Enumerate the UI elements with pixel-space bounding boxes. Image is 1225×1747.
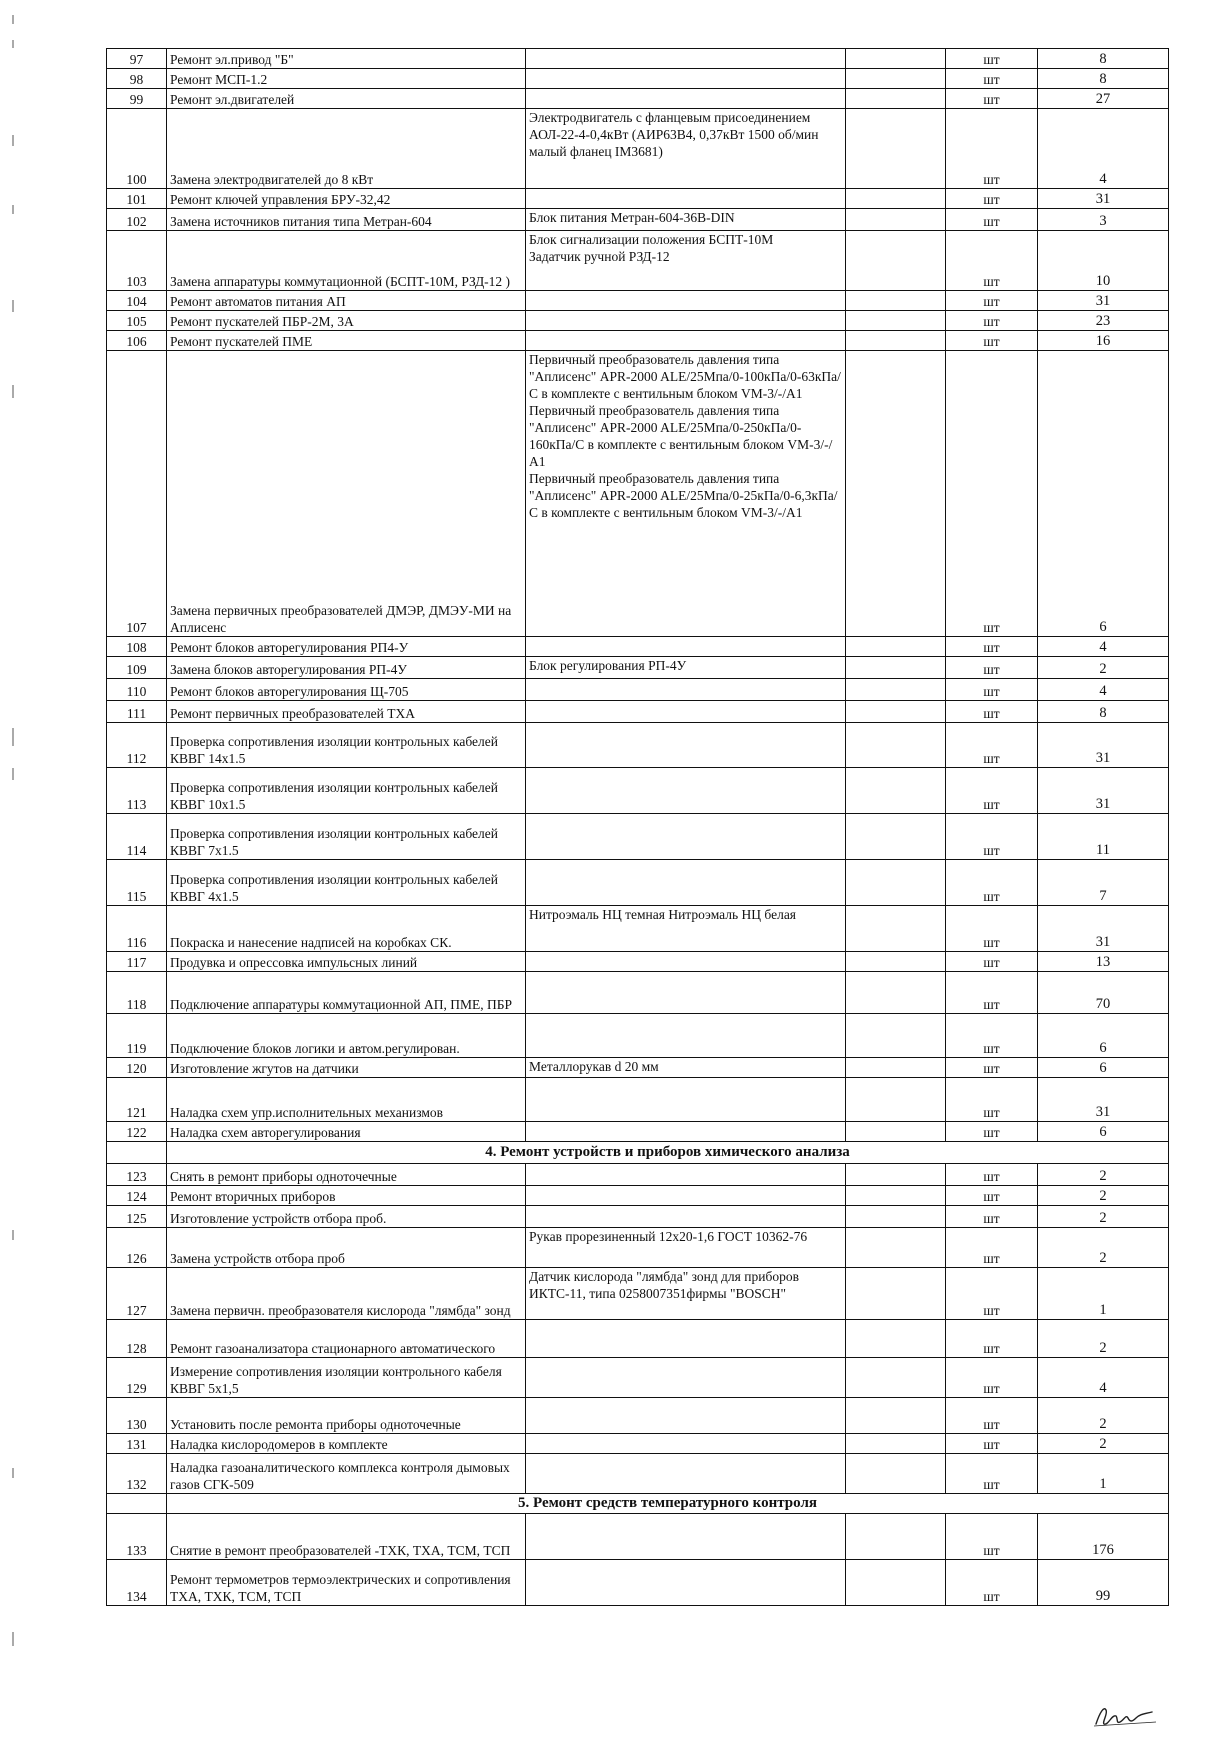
empty-cell (846, 1268, 946, 1320)
material-cell (526, 860, 846, 906)
item-number: 121 (107, 1078, 167, 1122)
quantity-cell: 4 (1038, 109, 1169, 189)
unit-cell: шт (946, 1560, 1038, 1606)
signature (1090, 1700, 1160, 1730)
item-number: 110 (107, 679, 167, 701)
table-row (107, 1228, 1169, 1268)
quantity-cell: 99 (1038, 1560, 1169, 1606)
unit-cell: шт (946, 1434, 1038, 1454)
item-number: 132 (107, 1454, 167, 1494)
item-number: 114 (107, 814, 167, 860)
item-number: 133 (107, 1514, 167, 1560)
work-description: Ремонт ключей управления БРУ-32,42 (167, 189, 526, 209)
material-cell (526, 1164, 846, 1186)
works-table-body (107, 49, 1169, 1606)
quantity-cell: 4 (1038, 637, 1169, 657)
table-row (107, 1434, 1169, 1454)
item-number: 126 (107, 1228, 167, 1268)
empty-cell (846, 291, 946, 311)
unit-cell: шт (946, 209, 1038, 231)
table-row (107, 637, 1169, 657)
work-description: Установить после ремонта приборы одноточечные (167, 1398, 526, 1434)
unit-cell: шт (946, 637, 1038, 657)
table-row (107, 1514, 1169, 1560)
section-row (107, 1142, 1169, 1164)
quantity-cell: 31 (1038, 189, 1169, 209)
work-description: Подключение блоков логики и автом.регулирован. (167, 1014, 526, 1058)
quantity-cell: 2 (1038, 1186, 1169, 1206)
empty-cell (846, 657, 946, 679)
work-description: Ремонт термометров термоэлектрических и сопротивления ТХА, ТХК, ТСМ, ТСП (167, 1560, 526, 1606)
unit-cell: шт (946, 311, 1038, 331)
work-description: Ремонт газоанализатора стационарного автоматического (167, 1320, 526, 1358)
table-row (107, 109, 1169, 189)
work-description: Замена аппаратуры коммутационной (БСПТ-10М, РЗД-12 ) (167, 231, 526, 291)
material-cell (526, 311, 846, 331)
unit-cell: шт (946, 291, 1038, 311)
item-number: 123 (107, 1164, 167, 1186)
work-description: Ремонт пускателей ПБР-2М, 3А (167, 311, 526, 331)
material-cell (526, 972, 846, 1014)
material-cell (526, 1560, 846, 1606)
empty-cell (846, 109, 946, 189)
empty-cell (846, 209, 946, 231)
quantity-cell: 2 (1038, 1206, 1169, 1228)
quantity-cell: 6 (1038, 1014, 1169, 1058)
material-cell: Электродвигатель с фланцевым присоединением АОЛ-22-4-0,4кВт (АИР63В4, 0,37кВт 1500 об/мин малый фланец IM3681) (526, 109, 846, 189)
item-number: 106 (107, 331, 167, 351)
table-row (107, 768, 1169, 814)
material-cell (526, 637, 846, 657)
quantity-cell: 11 (1038, 814, 1169, 860)
unit-cell: шт (946, 657, 1038, 679)
empty-cell (846, 679, 946, 701)
quantity-cell: 2 (1038, 1398, 1169, 1434)
table-row (107, 311, 1169, 331)
empty-cell (846, 1398, 946, 1434)
empty-cell (846, 1206, 946, 1228)
material-cell (526, 1514, 846, 1560)
quantity-cell: 16 (1038, 331, 1169, 351)
unit-cell: шт (946, 1078, 1038, 1122)
quantity-cell: 13 (1038, 952, 1169, 972)
unit-cell: шт (946, 1454, 1038, 1494)
empty-cell (846, 1560, 946, 1606)
material-cell (526, 291, 846, 311)
section-row (107, 1494, 1169, 1514)
item-number: 118 (107, 972, 167, 1014)
work-description: Снятие в ремонт преобразователей -ТХК, ТХА, ТСМ, ТСП (167, 1514, 526, 1560)
empty-cell (846, 189, 946, 209)
table-row (107, 69, 1169, 89)
unit-cell: шт (946, 1186, 1038, 1206)
empty-cell (846, 768, 946, 814)
work-description: Ремонт блоков авторегулирования Щ-705 (167, 679, 526, 701)
work-description: Ремонт пускателей ПМЕ (167, 331, 526, 351)
item-number: 112 (107, 723, 167, 768)
table-row (107, 679, 1169, 701)
work-description: Покраска и нанесение надписей на коробках СК. (167, 906, 526, 952)
unit-cell: шт (946, 768, 1038, 814)
material-cell (526, 1186, 846, 1206)
empty-cell (846, 1514, 946, 1560)
work-description: Снять в ремонт приборы одноточечные (167, 1164, 526, 1186)
work-description: Замена блоков авторегулирования РП-4У (167, 657, 526, 679)
table-row (107, 1122, 1169, 1142)
works-table-sheet (106, 48, 1168, 1606)
table-row (107, 189, 1169, 209)
unit-cell: шт (946, 1358, 1038, 1398)
work-description: Замена электродвигателей до 8 кВт (167, 109, 526, 189)
empty-cell (846, 906, 946, 952)
item-number: 113 (107, 768, 167, 814)
unit-cell: шт (946, 1206, 1038, 1228)
work-description: Ремонт блоков авторегулирования РП4-У (167, 637, 526, 657)
unit-cell: шт (946, 89, 1038, 109)
empty-cell (846, 351, 946, 637)
quantity-cell: 1 (1038, 1454, 1169, 1494)
quantity-cell: 2 (1038, 1320, 1169, 1358)
item-number: 101 (107, 189, 167, 209)
material-cell: Блок регулирования РП-4У (526, 657, 846, 679)
empty-cell (846, 1358, 946, 1398)
material-cell: Датчик кислорода "лямбда" зонд для приборов ИКТС-11, типа 0258007351фирмы "BOSCH" (526, 1268, 846, 1320)
item-number: 100 (107, 109, 167, 189)
item-number: 117 (107, 952, 167, 972)
work-description: Изготовление жгутов на датчики (167, 1058, 526, 1078)
table-row (107, 1268, 1169, 1320)
unit-cell: шт (946, 1122, 1038, 1142)
material-cell (526, 1122, 846, 1142)
work-description: Проверка сопротивления изоляции контрольных кабелей КВВГ 7х1.5 (167, 814, 526, 860)
quantity-cell: 2 (1038, 1434, 1169, 1454)
table-row (107, 952, 1169, 972)
material-cell (526, 1320, 846, 1358)
item-number: 108 (107, 637, 167, 657)
table-row (107, 291, 1169, 311)
table-row (107, 351, 1169, 637)
material-cell: Блок сигнализации положения БСПТ-10М Задатчик ручной РЗД-12 (526, 231, 846, 291)
table-row (107, 723, 1169, 768)
item-number: 115 (107, 860, 167, 906)
empty-cell (846, 1078, 946, 1122)
scan-edge-marks (10, 0, 18, 1742)
item-number: 129 (107, 1358, 167, 1398)
empty-cell (846, 1454, 946, 1494)
unit-cell: шт (946, 1164, 1038, 1186)
empty-cell (846, 231, 946, 291)
quantity-cell: 3 (1038, 209, 1169, 231)
quantity-cell: 7 (1038, 860, 1169, 906)
empty-cell (846, 814, 946, 860)
table-row (107, 1014, 1169, 1058)
table-row (107, 1058, 1169, 1078)
work-description: Ремонт вторичных приборов (167, 1186, 526, 1206)
item-number: 124 (107, 1186, 167, 1206)
unit-cell: шт (946, 1268, 1038, 1320)
quantity-cell: 2 (1038, 1164, 1169, 1186)
work-description: Наладка схем авторегулирования (167, 1122, 526, 1142)
work-description: Ремонт эл.двигателей (167, 89, 526, 109)
item-number: 120 (107, 1058, 167, 1078)
quantity-cell: 10 (1038, 231, 1169, 291)
empty-cell (846, 49, 946, 69)
quantity-cell: 6 (1038, 1122, 1169, 1142)
material-cell (526, 1014, 846, 1058)
material-cell: Первичный преобразователь давления типа "Аплисенс" APR-2000 ALE/25Мпа/0-100кПа/0-63кПа/С в комплекте с вентильным блоком VM-3/-/А1 Первичный преобразователь давления типа "Аплисенс" APR-2000 ALE/25Мпа/0-250кПа/0-160кПа/С в комплекте с вентильным блоком VM-3/-/А1 Первичный преобразователь давления типа "Аплисенс" APR-2000 ALE/25Мпа/0-25кПа/0-6,3кПа/С в комплекте с вентильным блоком VM-3/-/А1 (526, 351, 846, 637)
unit-cell: шт (946, 1398, 1038, 1434)
section-title: 4. Ремонт устройств и приборов химического анализа (167, 1142, 1169, 1164)
table-row (107, 814, 1169, 860)
work-description: Наладка схем упр.исполнительных механизмов (167, 1078, 526, 1122)
empty-cell (846, 69, 946, 89)
works-table (106, 48, 1169, 1606)
work-description: Наладка кислородомеров в комплекте (167, 1434, 526, 1454)
material-cell (526, 69, 846, 89)
empty-cell (846, 860, 946, 906)
empty-cell (846, 1164, 946, 1186)
unit-cell: шт (946, 972, 1038, 1014)
table-row (107, 49, 1169, 69)
quantity-cell: 31 (1038, 768, 1169, 814)
empty-cell (846, 1186, 946, 1206)
unit-cell: шт (946, 860, 1038, 906)
empty-cell (846, 1320, 946, 1358)
unit-cell: шт (946, 723, 1038, 768)
item-number: 102 (107, 209, 167, 231)
table-row (107, 1164, 1169, 1186)
material-cell (526, 1078, 846, 1122)
work-description: Ремонт МСП-1.2 (167, 69, 526, 89)
quantity-cell: 31 (1038, 723, 1169, 768)
material-cell (526, 768, 846, 814)
work-description: Замена источников питания типа Метран-604 (167, 209, 526, 231)
unit-cell: шт (946, 814, 1038, 860)
material-cell: Рукав прорезиненный 12х20-1,6 ГОСТ 10362-76 (526, 1228, 846, 1268)
table-row (107, 1454, 1169, 1494)
item-number: 127 (107, 1268, 167, 1320)
material-cell (526, 814, 846, 860)
quantity-cell: 8 (1038, 69, 1169, 89)
item-number: 119 (107, 1014, 167, 1058)
empty-cell (846, 701, 946, 723)
quantity-cell: 23 (1038, 311, 1169, 331)
item-number: 104 (107, 291, 167, 311)
unit-cell: шт (946, 189, 1038, 209)
empty-cell (846, 952, 946, 972)
table-row (107, 657, 1169, 679)
quantity-cell: 70 (1038, 972, 1169, 1014)
material-cell (526, 1358, 846, 1398)
quantity-cell: 2 (1038, 1228, 1169, 1268)
unit-cell: шт (946, 109, 1038, 189)
material-cell (526, 1398, 846, 1434)
material-cell (526, 723, 846, 768)
item-number: 122 (107, 1122, 167, 1142)
unit-cell: шт (946, 701, 1038, 723)
unit-cell: шт (946, 1014, 1038, 1058)
quantity-cell: 4 (1038, 679, 1169, 701)
item-number: 116 (107, 906, 167, 952)
empty-cell (846, 89, 946, 109)
table-row (107, 1186, 1169, 1206)
quantity-cell: 31 (1038, 906, 1169, 952)
unit-cell: шт (946, 1514, 1038, 1560)
quantity-cell: 27 (1038, 89, 1169, 109)
unit-cell: шт (946, 679, 1038, 701)
empty-cell (846, 637, 946, 657)
table-row (107, 231, 1169, 291)
section-num-cell (107, 1142, 167, 1164)
quantity-cell: 6 (1038, 351, 1169, 637)
material-cell: Блок питания Метран-604-36В-DIN (526, 209, 846, 231)
item-number: 99 (107, 89, 167, 109)
work-description: Замена первичн. преобразователя кислорода "лямбда" зонд (167, 1268, 526, 1320)
work-description: Ремонт первичных преобразователей ТХА (167, 701, 526, 723)
item-number: 134 (107, 1560, 167, 1606)
unit-cell: шт (946, 906, 1038, 952)
section-title: 5. Ремонт средств температурного контроля (167, 1494, 1169, 1514)
unit-cell: шт (946, 1228, 1038, 1268)
empty-cell (846, 1058, 946, 1078)
unit-cell: шт (946, 1320, 1038, 1358)
empty-cell (846, 1434, 946, 1454)
table-row (107, 1358, 1169, 1398)
material-cell (526, 1206, 846, 1228)
unit-cell: шт (946, 331, 1038, 351)
item-number: 125 (107, 1206, 167, 1228)
unit-cell: шт (946, 69, 1038, 89)
work-description: Проверка сопротивления изоляции контрольных кабелей КВВГ 4х1.5 (167, 860, 526, 906)
work-description: Проверка сопротивления изоляции контрольных кабелей КВВГ 10х1.5 (167, 768, 526, 814)
work-description: Проверка сопротивления изоляции контрольных кабелей КВВГ 14х1.5 (167, 723, 526, 768)
table-row (107, 1560, 1169, 1606)
quantity-cell: 4 (1038, 1358, 1169, 1398)
unit-cell: шт (946, 952, 1038, 972)
quantity-cell: 6 (1038, 1058, 1169, 1078)
table-row (107, 1206, 1169, 1228)
work-description: Изготовление устройств отбора проб. (167, 1206, 526, 1228)
empty-cell (846, 331, 946, 351)
work-description: Измерение сопротивления изоляции контрольного кабеля КВВГ 5х1,5 (167, 1358, 526, 1398)
item-number: 130 (107, 1398, 167, 1434)
empty-cell (846, 1228, 946, 1268)
table-row (107, 1078, 1169, 1122)
item-number: 109 (107, 657, 167, 679)
empty-cell (846, 1122, 946, 1142)
table-row (107, 1320, 1169, 1358)
empty-cell (846, 723, 946, 768)
material-cell (526, 331, 846, 351)
section-num-cell (107, 1494, 167, 1514)
work-description: Ремонт эл.привод "Б" (167, 49, 526, 69)
material-cell (526, 701, 846, 723)
item-number: 105 (107, 311, 167, 331)
unit-cell: шт (946, 1058, 1038, 1078)
material-cell (526, 49, 846, 69)
item-number: 131 (107, 1434, 167, 1454)
table-row (107, 972, 1169, 1014)
unit-cell: шт (946, 231, 1038, 291)
work-description: Замена первичных преобразователей ДМЭР, ДМЭУ-МИ на Аплисенс (167, 351, 526, 637)
material-cell (526, 1454, 846, 1494)
quantity-cell: 31 (1038, 291, 1169, 311)
table-row (107, 906, 1169, 952)
empty-cell (846, 1014, 946, 1058)
item-number: 107 (107, 351, 167, 637)
work-description: Наладка газоаналитического комплекса контроля дымовых газов СГК-509 (167, 1454, 526, 1494)
item-number: 98 (107, 69, 167, 89)
item-number: 103 (107, 231, 167, 291)
quantity-cell: 31 (1038, 1078, 1169, 1122)
empty-cell (846, 972, 946, 1014)
unit-cell: шт (946, 49, 1038, 69)
quantity-cell: 176 (1038, 1514, 1169, 1560)
item-number: 128 (107, 1320, 167, 1358)
item-number: 111 (107, 701, 167, 723)
material-cell (526, 679, 846, 701)
quantity-cell: 8 (1038, 701, 1169, 723)
material-cell (526, 89, 846, 109)
quantity-cell: 1 (1038, 1268, 1169, 1320)
quantity-cell: 8 (1038, 49, 1169, 69)
material-cell (526, 952, 846, 972)
material-cell (526, 1434, 846, 1454)
empty-cell (846, 311, 946, 331)
material-cell (526, 189, 846, 209)
material-cell: Металлорукав d 20 мм (526, 1058, 846, 1078)
table-row (107, 89, 1169, 109)
table-row (107, 331, 1169, 351)
table-row (107, 860, 1169, 906)
work-description: Продувка и опрессовка импульсных линий (167, 952, 526, 972)
item-number: 97 (107, 49, 167, 69)
material-cell: Нитроэмаль НЦ темная Нитроэмаль НЦ белая (526, 906, 846, 952)
table-row (107, 701, 1169, 723)
work-description: Замена устройств отбора проб (167, 1228, 526, 1268)
table-row (107, 1398, 1169, 1434)
unit-cell: шт (946, 351, 1038, 637)
table-row (107, 209, 1169, 231)
work-description: Ремонт автоматов питания АП (167, 291, 526, 311)
quantity-cell: 2 (1038, 657, 1169, 679)
work-description: Подключение аппаратуры коммутационной АП, ПМЕ, ПБР (167, 972, 526, 1014)
